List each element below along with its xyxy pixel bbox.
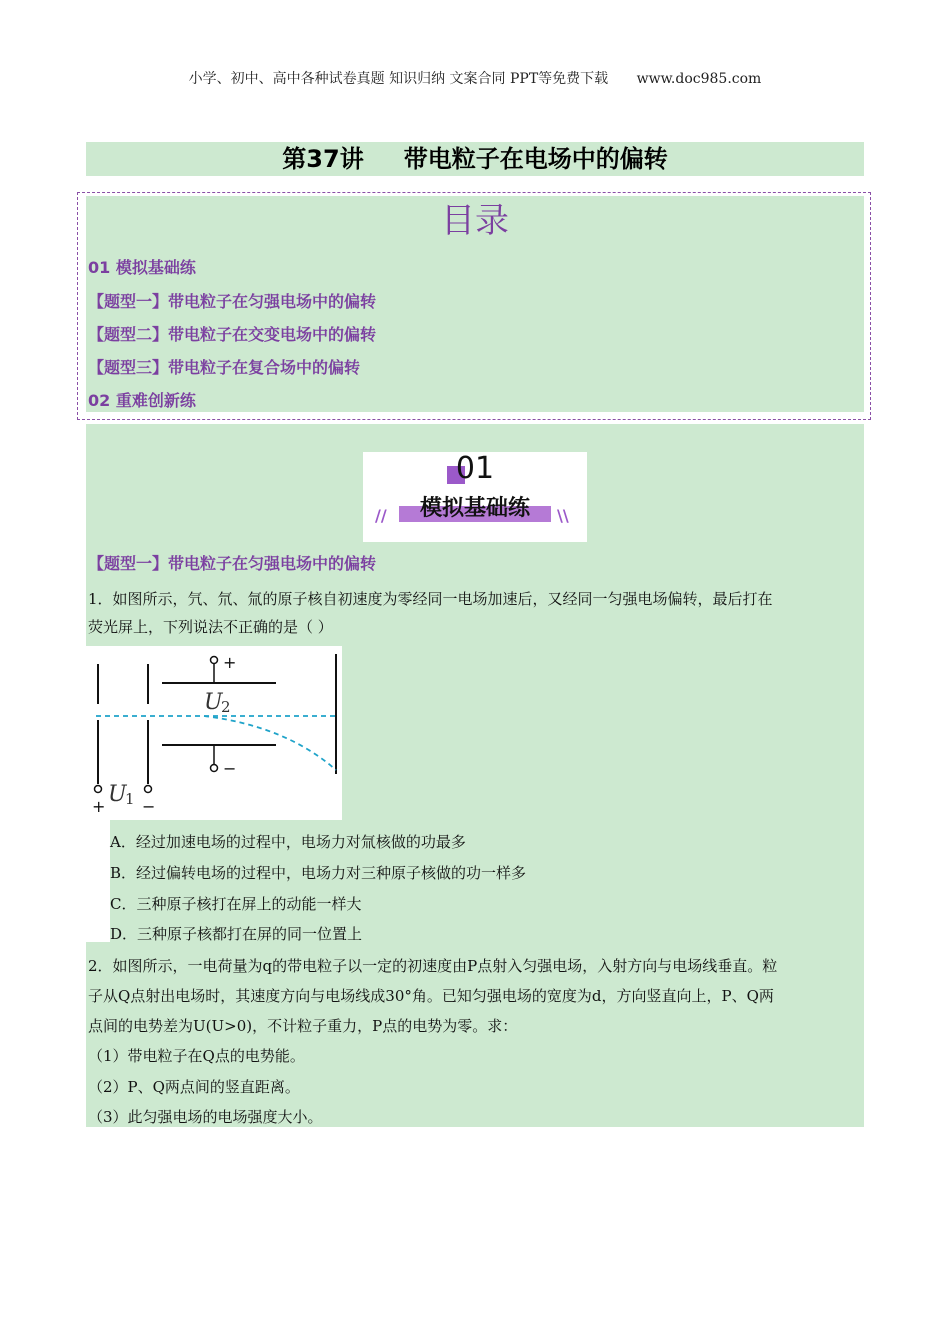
badge-slash-right: \\ <box>557 506 569 525</box>
terminal-u2-plus <box>211 657 218 664</box>
badge-slash-left: // <box>375 506 387 525</box>
terminal-u1-plus <box>95 786 102 793</box>
toc-item[interactable]: 【题型一】带电粒子在匀强电场中的偏转 <box>88 292 377 311</box>
terminal-u1-minus <box>145 786 152 793</box>
toc-item[interactable]: 02 重难创新练 <box>88 391 196 410</box>
q2-sub-3: （3）此匀强电场的电场强度大小。 <box>88 1108 323 1126</box>
deflection-diagram <box>86 646 342 820</box>
section-heading: 【题型一】带电粒子在匀强电场中的偏转 <box>88 554 377 573</box>
label-u2: U <box>204 690 223 715</box>
toc-item[interactable]: 【题型二】带电粒子在交变电场中的偏转 <box>88 325 377 344</box>
toc-item[interactable]: 01 模拟基础练 <box>88 258 196 277</box>
q2-sub-1: （1）带电粒子在Q点的电势能。 <box>88 1047 305 1065</box>
toc-item[interactable]: 【题型三】带电粒子在复合场中的偏转 <box>88 358 361 377</box>
q2-line1: 2．如图所示，一电荷量为q的带电粒子以一定的初速度由P点射入匀强电场，入射方向与电场线垂直。粒 <box>88 957 778 975</box>
lecture-topic: 带电粒子在电场中的偏转 <box>403 145 668 173</box>
q2-sub-2: （2）P、Q两点间的竖直距离。 <box>88 1078 300 1096</box>
q2-line2: 子从Q点射出电场时，其速度方向与电场线成30°角。已知匀强电场的宽度为d，方向竖直向上，P、Q两 <box>88 987 774 1005</box>
label-u1: U <box>108 782 127 807</box>
q1-option-c[interactable]: C．三种原子核打在屏上的动能一样大 <box>110 895 362 913</box>
page-header <box>0 68 950 88</box>
lecture-number: 第37讲 <box>282 145 364 173</box>
label-u1-minus: − <box>142 797 156 816</box>
terminal-u2-minus <box>211 765 218 772</box>
q1-option-a[interactable]: A．经过加速电场的过程中，电场力对氚核做的功最多 <box>110 833 466 851</box>
label-u1-sub: 1 <box>125 790 135 808</box>
q2-line3: 点间的电势差为U(U>0)，不计粒子重力，P点的电势为零。求： <box>88 1017 518 1035</box>
options-margin <box>86 820 110 942</box>
q1-line1: 1．如图所示，氕、氘、氚的原子核自初速度为零经同一电场加速后，又经同一匀强电场偏转，最后打在 <box>88 590 773 608</box>
q1-option-b[interactable]: B．经过偏转电场的过程中，电场力对三种原子核做的功一样多 <box>110 864 527 882</box>
header-text: 小学、初中、高中各种试卷真题 知识归纳 文案合同 PPT等免费下载 <box>188 71 609 87</box>
q1-figure <box>86 646 342 820</box>
header-site[interactable]: www.doc985.com <box>636 71 762 87</box>
label-u2-plus: + <box>223 653 237 672</box>
label-u1-plus: + <box>92 797 106 816</box>
badge-label: 模拟基础练 <box>419 496 530 521</box>
page-title <box>86 142 864 176</box>
label-u2-sub: 2 <box>221 698 231 716</box>
label-u2-minus: − <box>223 759 237 778</box>
q1-line2: 荧光屏上，下列说法不正确的是（ ） <box>88 618 333 636</box>
q1-option-d[interactable]: D．三种原子核都打在屏的同一位置上 <box>110 925 363 943</box>
section-badge <box>363 452 587 542</box>
toc-heading: 目录 <box>441 201 509 241</box>
badge-number: 01 <box>455 451 495 486</box>
